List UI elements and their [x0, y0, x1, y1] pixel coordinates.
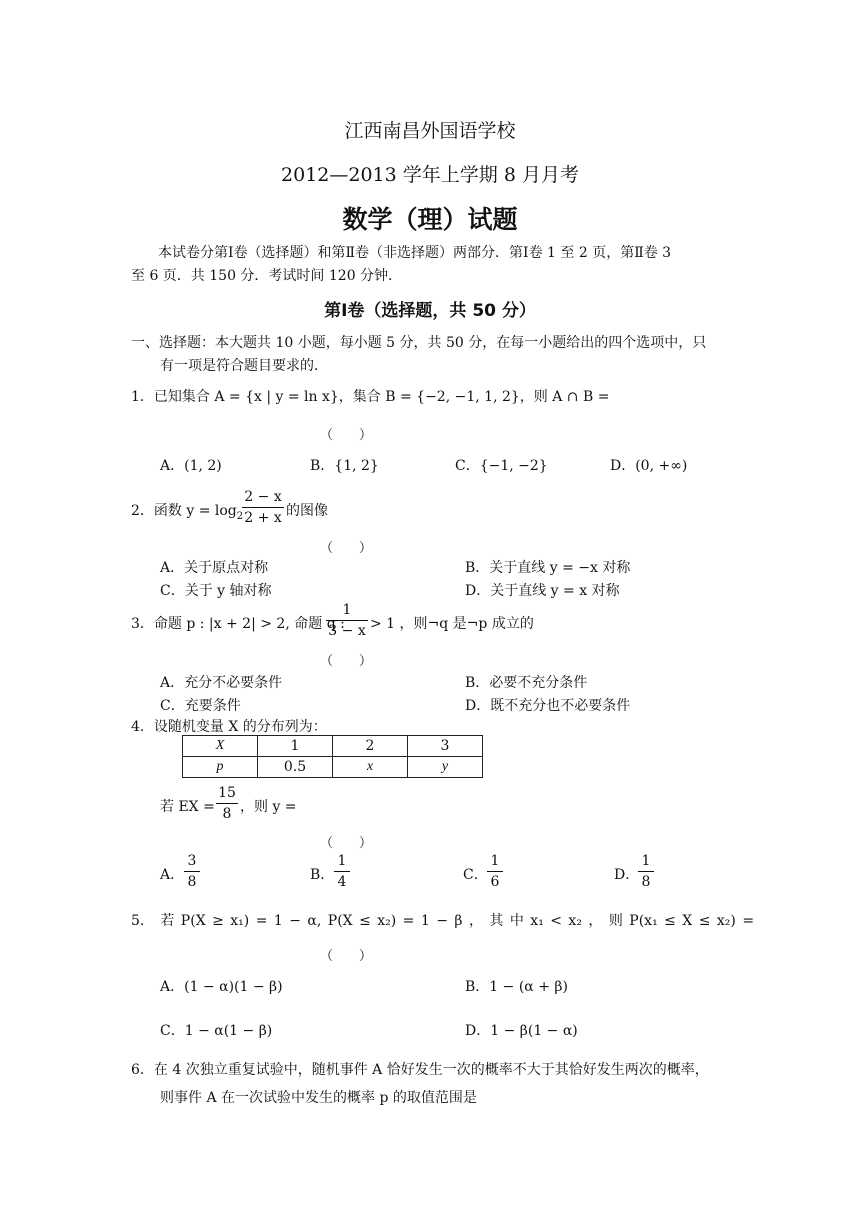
table-cell: X: [183, 736, 258, 757]
question-4-option-d-numerator: 1: [641, 853, 651, 869]
question-2-stem-text: 2．函数 y = log: [131, 503, 237, 519]
question-4-option-c-numerator: 1: [490, 853, 500, 869]
table-cell: 2: [333, 736, 408, 757]
question-3-option-a: A．充分不必要条件: [160, 675, 283, 691]
question-4-option-d-denominator: 8: [641, 874, 651, 890]
question-4-cond-denominator: 8: [222, 806, 232, 822]
question-5-option-b: B．1 − (α + β): [465, 979, 568, 995]
question-4-option-b-denominator: 4: [337, 874, 347, 890]
question-4-option-b-numerator: 1: [337, 853, 347, 869]
question-3-answer-paren: （ ）: [320, 654, 373, 669]
question-3-option-c: C．充要条件: [160, 698, 241, 714]
distribution-table: [182, 735, 483, 778]
question-3-stem-suffix: > 1 ，则¬q 是¬p 成立的: [370, 616, 534, 632]
question-4-option-c-label: C．: [463, 867, 488, 883]
page-title: 数学（理）试题: [342, 205, 518, 234]
question-3-option-d: D．既不充分也不必要条件: [465, 698, 631, 714]
question-4-option-c-denominator: 6: [490, 874, 500, 890]
question-4-cond-fraction: [216, 784, 238, 823]
question-4-option-b-fraction: [334, 852, 350, 891]
exam-term: 2012—2013 学年上学期 8 月月考: [281, 164, 579, 186]
question-6-line-1: 6．在 4 次独立重复试验中，随机事件 A 恰好发生一次的概率不大于其恰好发生两次的概率，: [131, 1062, 709, 1078]
intro-line-2: 至 6 页．共 150 分．考试时间 120 分钟．: [131, 268, 403, 284]
intro-line-1: 本试卷分第Ⅰ卷（选择题）和第Ⅱ卷（非选择题）两部分．第Ⅰ卷 1 至 2 页，第Ⅱ卷 3: [158, 245, 672, 261]
question-1-option-d: D．(0, +∞): [610, 458, 688, 474]
question-4-cond-prefix: 若 EX =: [160, 799, 215, 815]
question-2-option-c: C．关于 y 轴对称: [160, 583, 272, 599]
question-2-option-b: B．关于直线 y = −x 对称: [465, 560, 631, 576]
question-1-option-a: A．(1, 2): [160, 458, 222, 474]
question-5-answer-paren: （ ）: [320, 949, 373, 964]
table-cell: 0.5: [258, 757, 333, 778]
question-4-option-c-fraction: [487, 852, 503, 891]
question-2-fraction: [242, 488, 284, 527]
table-row: [183, 757, 483, 778]
question-2-denominator: 2 + x: [244, 510, 282, 526]
question-6-line-2: 则事件 A 在一次试验中发生的概率 p 的取值范围是: [160, 1090, 477, 1106]
question-4-option-b-label: B．: [310, 867, 335, 883]
question-2-numerator: 2 − x: [244, 489, 282, 505]
question-1-stem: 1．已知集合 A = {x | y = ln x}，集合 B = {−2, −1, 1, 2}，则 A ∩ B =: [131, 389, 610, 405]
question-1-answer-paren: （ ）: [320, 428, 373, 443]
question-3-stem-prefix: 3．命题 p : |x + 2| > 2, 命题 q :: [131, 616, 345, 632]
table-cell: 3: [408, 736, 483, 757]
question-4-option-a-fraction: [184, 852, 200, 891]
table-row: [183, 736, 483, 757]
question-3-numerator: 1: [342, 602, 352, 618]
question-4-stem: 4．设随机变量 X 的分布列为：: [131, 719, 327, 735]
question-4-option-d-label: D．: [614, 867, 640, 883]
question-4-option-a-label: A．: [160, 867, 185, 883]
table-cell: 1: [258, 736, 333, 757]
question-4-option-a-numerator: 3: [187, 853, 197, 869]
question-2-log-base: 2: [236, 510, 244, 522]
question-5-stem: 5． 若 P(X ≥ x₁) = 1 − α, P(X ≤ x₂) = 1 − β ， 其 中 x₁ < x₂ ， 则 P(x₁ ≤ X ≤ x₂) =: [131, 913, 755, 929]
table-cell: y: [408, 757, 483, 778]
question-4-answer-paren: （ ）: [320, 836, 373, 851]
question-4-option-d-fraction: [638, 852, 654, 891]
section-title: 第Ⅰ卷（选择题，共 50 分）: [324, 301, 536, 321]
question-2-stem-prefix: [131, 500, 243, 522]
question-2-option-d: D．关于直线 y = x 对称: [465, 583, 620, 599]
school-name: 江西南昌外国语学校: [344, 120, 516, 142]
table-cell: p: [183, 757, 258, 778]
instruction-line-2: 有一项是符合题目要求的．: [160, 358, 328, 374]
question-3-fraction: [326, 601, 368, 640]
question-5-option-d: D．1 − β(1 − α): [465, 1023, 578, 1039]
question-2-option-a: A．关于原点对称: [160, 560, 269, 576]
question-5-option-c: C．1 − α(1 − β): [160, 1023, 273, 1039]
question-4-cond-suffix: ，则 y =: [240, 799, 297, 815]
question-3-denominator: 3 − x: [328, 623, 366, 639]
question-1-option-b: B．{1, 2}: [310, 458, 379, 474]
question-2-answer-paren: （ ）: [320, 541, 373, 556]
question-2-stem-suffix: 的图像: [286, 503, 328, 519]
question-1-option-c: C．{−1, −2}: [455, 458, 548, 474]
question-3-option-b: B．必要不充分条件: [465, 675, 588, 691]
question-4-option-a-denominator: 8: [187, 874, 197, 890]
question-5-option-a: A．(1 − α)(1 − β): [160, 979, 283, 995]
question-4-cond-numerator: 15: [218, 785, 236, 801]
table-cell: x: [333, 757, 408, 778]
instruction-line-1: 一、选择题：本大题共 10 小题，每小题 5 分，共 50 分，在每一小题给出的四个选项中，只: [131, 335, 707, 351]
